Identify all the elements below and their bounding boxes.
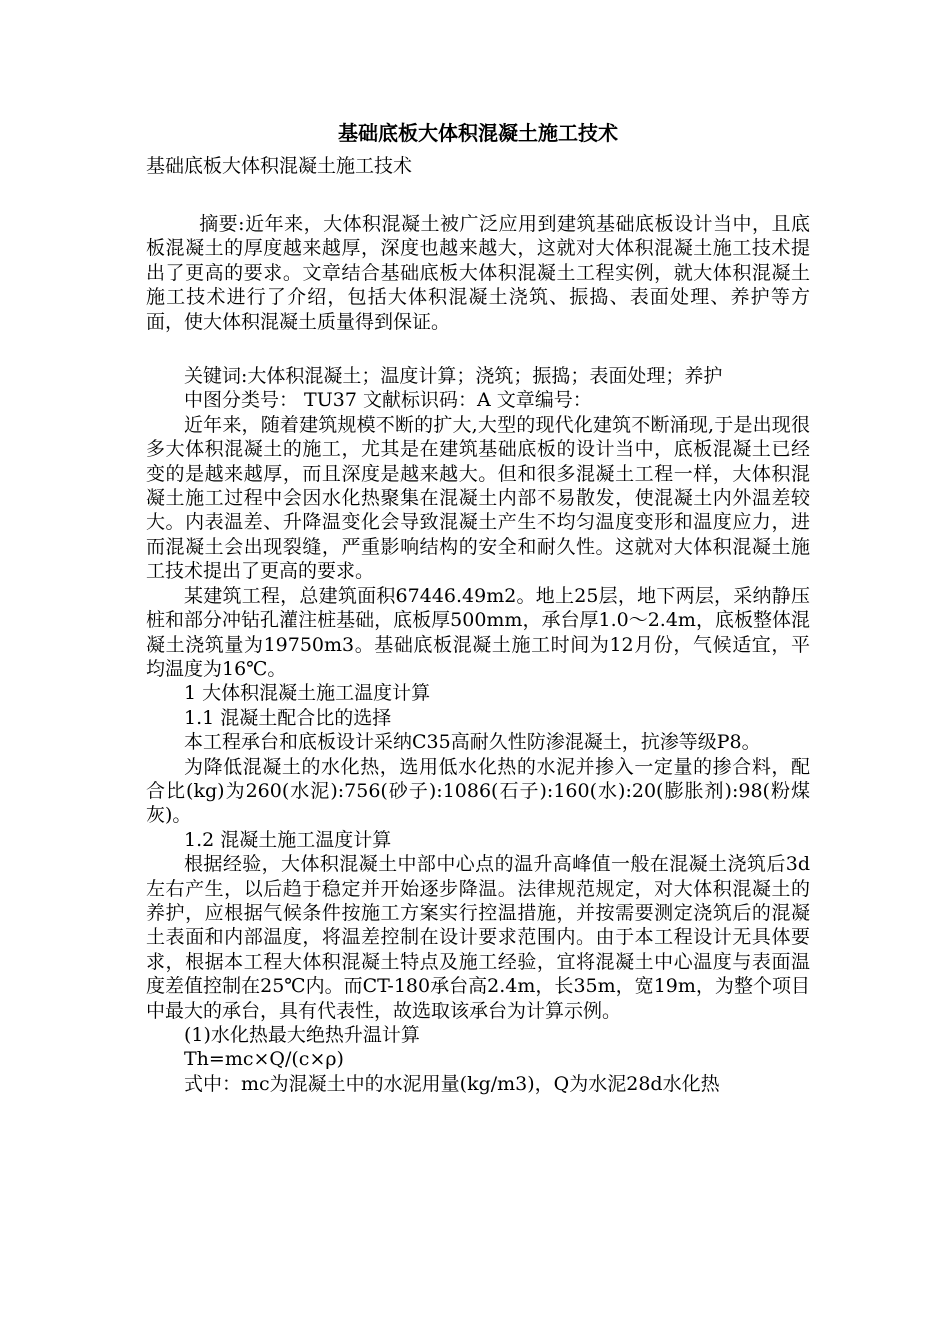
- subsection-heading: 1.1 混凝土配合比的选择: [184, 706, 392, 729]
- section-heading: 1 大体积混凝土施工温度计算: [184, 682, 431, 705]
- body-paragraph: 本工程承台和底板设计采纳C35高耐久性防渗混凝土，抗渗等级P8。: [184, 731, 761, 754]
- body-paragraph: 某建筑工程，总建筑面积67446.49m2。地上25层，地下两层，采纳静压桩和部分冲钻孔灌注桩基础，底板厚500mm，承台厚1.0～2.4m，底板整体混凝土浇筑量为19750m3。基础底板混凝土施工时间为12月份，气候适宜，平均温度为16℃。: [146, 584, 810, 680]
- body-paragraph: 近年来，随着建筑规模不断的扩大,大型的现代化建筑不断涌现,于是出现很多大体积混凝土的施工，尤其是在建筑基础底板的设计当中，底板混凝土已经变的是越来越厚，而且深度是越来越大。但和很多混凝土工程一样，大体积混凝土施工过程中会因水化热聚集在混凝土内部不易散发，使混凝土内外温差较大。内表温差、升降温变化会导致混凝土产生不均匀温度变形和温度应力，进而混凝土会出现裂缝，严重影响结构的安全和耐久性。这就对大体积混凝土施工技术提出了更高的要求。: [146, 413, 810, 583]
- classification-line: 中图分类号： TU37 文献标识码：A 文章编号：: [184, 389, 592, 412]
- abstract-paragraph: 摘要:近年来，大体积混凝土被广泛应用到建筑基础底板设计当中，且底板混凝土的厚度越来越厚，深度也越来越大，这就对大体积混凝土施工技术提出了更高的要求。文章结合基础底板大体积混凝土工程实例，就大体积混凝土施工技术进行了介绍，包括大体积混凝土浇筑、振捣、表面处理、养护等方面，使大体积混凝土质量得到保证。: [146, 213, 810, 333]
- item-heading: (1)水化热最大绝热升温计算: [184, 1024, 420, 1046]
- document-subtitle: 基础底板大体积混凝土施工技术: [146, 155, 413, 177]
- document-title: 基础底板大体积混凝土施工技术: [338, 121, 618, 145]
- body-paragraph: 根据经验，大体积混凝土中部中心点的温升高峰值一般在混凝土浇筑后3d左右产生，以后趋于稳定并开始逐步降温。法律规范规定，对大体积混凝土的养护，应根据气候条件按施工方案实行控温措施，并按需要测定浇筑后的混凝土表面和内部温度，将温差控制在设计要求范围内。由于本工程设计无具体要求，根据本工程大体积混凝土特点及施工经验，宜将混凝土中心温度与表面温度差值控制在25℃内。而CT-180承台高2.4m，长35m，宽19m，为整个项目中最大的承台，具有代表性，故选取该承台为计算示例。: [146, 853, 810, 1022]
- formula-line: Th=mc×Q/(c×ρ): [184, 1048, 344, 1071]
- subsection-heading: 1.2 混凝土施工温度计算: [184, 828, 392, 851]
- body-paragraph: 式中：mc为混凝土中的水泥用量(kg/m3)，Q为水泥28d水化热: [184, 1072, 720, 1095]
- keywords-paragraph: 关键词:大体积混凝土；温度计算；浇筑；振捣；表面处理；养护: [184, 365, 723, 388]
- body-paragraph: 为降低混凝土的水化热，选用低水化热的水泥并掺入一定量的掺合料，配合比(kg)为260(水泥):756(砂子):1086(石子):160(水):20(膨胀剂):98(粉煤灰)。: [146, 755, 810, 827]
